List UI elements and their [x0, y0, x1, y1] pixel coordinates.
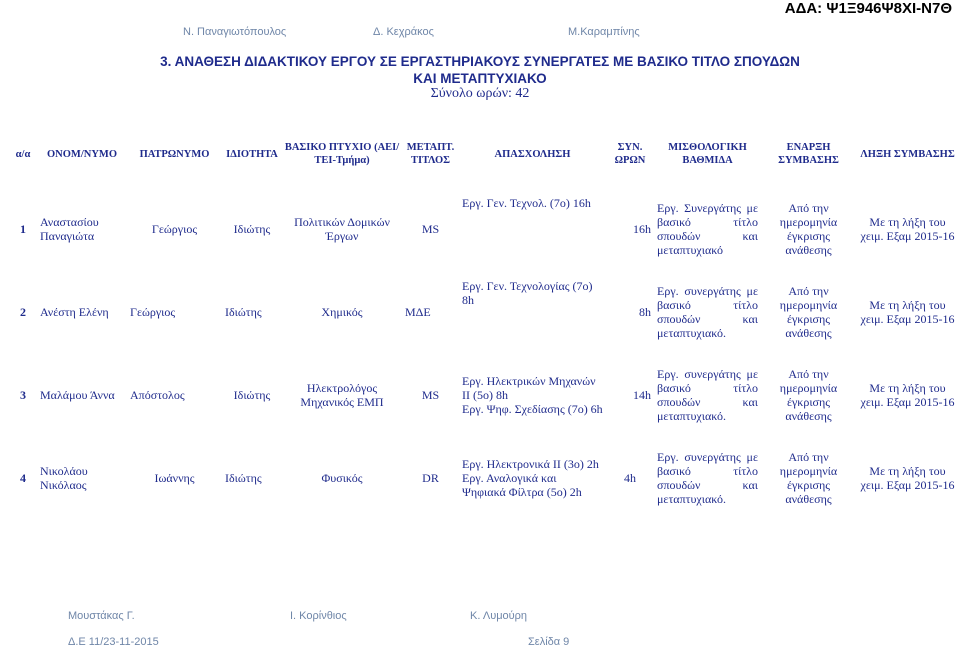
header-start: ΕΝΑΡΞΗ ΣΥΜΒΑΣΗΣ — [761, 126, 856, 182]
cell-master: ΜΔΕ — [402, 276, 459, 348]
cell-hours: 4h — [606, 442, 654, 514]
cell-employment — [459, 442, 606, 514]
top-signer-2: Δ. Κεχράκος — [373, 26, 434, 38]
cell-grade: Εργ. συνεργάτης με βασικό τίτλο σπουδών και μεταπτυχιακό. — [654, 359, 761, 431]
cell-end: Με τη λήξη του χειμ. Εξαμ 2015-16 — [856, 193, 959, 265]
footer-page: Σελίδα 9 — [528, 636, 570, 648]
cell-start: Από την ημερομηνία έγκρισης ανάθεσης — [761, 193, 856, 265]
cell-name: Αναστασίου Παναγιώτα — [37, 193, 127, 265]
cell-father: Γεώργιος — [127, 276, 222, 348]
header-end: ΛΗΞΗ ΣΥΜΒΑΣΗΣ — [856, 126, 959, 182]
employment-line: Εργ. Ηλεκτρικών Μηχανών ΙΙ (5ο) 8h — [462, 374, 596, 402]
cell-aa: 1 — [9, 193, 37, 265]
cell-employment — [459, 359, 606, 431]
cell-grade: Εργ. συνεργάτης με βασικό τίτλο σπουδών και μεταπτυχιακό. — [654, 442, 761, 514]
cell-hours: 14h — [606, 359, 654, 431]
header-aa: α/α — [9, 126, 37, 182]
cell-end: Με τη λήξη του χειμ. Εξαμ 2015-16 — [856, 359, 959, 431]
cell-degree: Χημικός — [282, 276, 402, 348]
section-title — [60, 53, 900, 87]
cell-start: Από την ημερομηνία έγκρισης ανάθεσης — [761, 442, 856, 514]
cell-degree: Φυσικός — [282, 442, 402, 514]
bottom-signer-2: Ι. Κορίνθιος — [290, 610, 347, 622]
cell-father: Ιωάννης — [127, 442, 222, 514]
section-title-line1: 3. ΑΝΑΘΕΣΗ ΔΙΔΑΚΤΙΚΟΥ ΕΡΓΟΥ ΣΕ ΕΡΓΑΣΤΗΡΙΑΚΟΥΣ ΣΥΝΕΡΓΑΤΕΣ ΜΕ ΒΑΣΙΚΟ ΤΙΤΛΟ ΣΠΟΥΔΩΝ — [160, 54, 800, 69]
cell-start: Από την ημερομηνία έγκρισης ανάθεσης — [761, 359, 856, 431]
row-separator — [9, 348, 959, 359]
header-grade: ΜΙΣΘΟΛΟΓΙΚΗ ΒΑΘΜΙΔΑ — [654, 126, 761, 182]
cell-aa: 2 — [9, 276, 37, 348]
section-title-line2: ΚΑΙ ΜΕΤΑΠΤΥΧΙΑΚΟ — [413, 71, 547, 86]
row-separator — [9, 182, 959, 193]
bottom-signers — [0, 610, 960, 626]
total-hours: Σύνολο ωρών: 42 — [430, 86, 530, 101]
employment-line: Εργ. Ηλεκτρονικά ΙΙ (3ο) 2h — [462, 457, 599, 471]
table-header-row — [9, 126, 959, 182]
cell-name: Νικολάου Νικόλαος — [37, 442, 127, 514]
cell-status: Ιδιώτης — [222, 276, 282, 348]
assignments-table — [9, 126, 959, 514]
cell-status: Ιδιώτης — [222, 359, 282, 431]
cell-father: Γεώργιος — [127, 193, 222, 265]
row-separator — [9, 265, 959, 276]
header-hours: ΣΥΝ. ΩΡΩΝ — [606, 126, 654, 182]
table-row — [9, 442, 959, 514]
cell-father: Απόστολος — [127, 359, 222, 431]
cell-status: Ιδιώτης — [222, 442, 282, 514]
ada-code: ΑΔΑ: Ψ1Ξ946Ψ8ΧΙ-Ν7Θ — [784, 0, 952, 17]
bottom-signer-3: Κ. Λυμούρη — [470, 610, 528, 622]
header-father: ΠΑΤΡΩΝΥΜΟ — [127, 126, 222, 182]
page-footer — [0, 636, 960, 650]
top-signer-1: Ν. Παναγιωτόπουλος — [183, 26, 287, 38]
table-row — [9, 276, 959, 348]
cell-master: DR — [402, 442, 459, 514]
cell-master: MS — [402, 359, 459, 431]
bottom-signer-1: Μουστάκας Γ. — [68, 610, 135, 622]
cell-end: Με τη λήξη του χειμ. Εξαμ 2015-16 — [856, 442, 959, 514]
cell-end: Με τη λήξη του χειμ. Εξαμ 2015-16 — [856, 276, 959, 348]
cell-aa: 3 — [9, 359, 37, 431]
employment-line: Εργ. Ψηφ. Σχεδίασης (7ο) 6h — [462, 402, 603, 416]
cell-name: Ανέστη Ελένη — [37, 276, 127, 348]
cell-start: Από την ημερομηνία έγκρισης ανάθεσης — [761, 276, 856, 348]
cell-grade: Εργ. συνεργάτης με βασικό τίτλο σπουδών και μεταπτυχιακό. — [654, 276, 761, 348]
cell-name: Μαλάμου Άννα — [37, 359, 127, 431]
cell-hours: 16h — [606, 193, 654, 265]
header-degree: ΒΑΣΙΚΟ ΠΤΥΧΙΟ (ΑΕΙ/ΤΕΙ-Τμήμα) — [282, 126, 402, 182]
table-row — [9, 193, 959, 265]
cell-degree: Πολιτικών Δομικών Έργων — [282, 193, 402, 265]
top-signers — [0, 26, 960, 42]
cell-master: MS — [402, 193, 459, 265]
top-signer-3: Μ.Καραμπίνης — [568, 26, 640, 38]
cell-hours: 8h — [606, 276, 654, 348]
cell-aa: 4 — [9, 442, 37, 514]
employment-line: Εργ. Αναλογικά και Ψηφιακά Φίλτρα (5ο) 2h — [462, 471, 582, 499]
cell-grade: Εργ. Συνεργάτης με βασικό τίτλο σπουδών και μεταπτυχιακό — [654, 193, 761, 265]
table-row — [9, 359, 959, 431]
header-employment: ΑΠΑΣΧΟΛΗΣΗ — [459, 126, 606, 182]
header-master: ΜΕΤΑΠΤ. ΤΙΤΛΟΣ — [402, 126, 459, 182]
cell-degree: Ηλεκτρολόγος Μηχανικός ΕΜΠ — [282, 359, 402, 431]
cell-status: Ιδιώτης — [222, 193, 282, 265]
header-status: ΙΔΙΟΤΗΤΑ — [222, 126, 282, 182]
header-name: ΟΝΟΜ/ΝΥΜΟ — [37, 126, 127, 182]
row-separator — [9, 431, 959, 442]
cell-employment: Εργ. Γεν. Τεχνολ. (7ο) 16h — [459, 193, 606, 265]
cell-employment: Εργ. Γεν. Τεχνολογίας (7ο) 8h — [459, 276, 606, 348]
footer-ref: Δ.Ε 11/23-11-2015 — [68, 636, 159, 648]
